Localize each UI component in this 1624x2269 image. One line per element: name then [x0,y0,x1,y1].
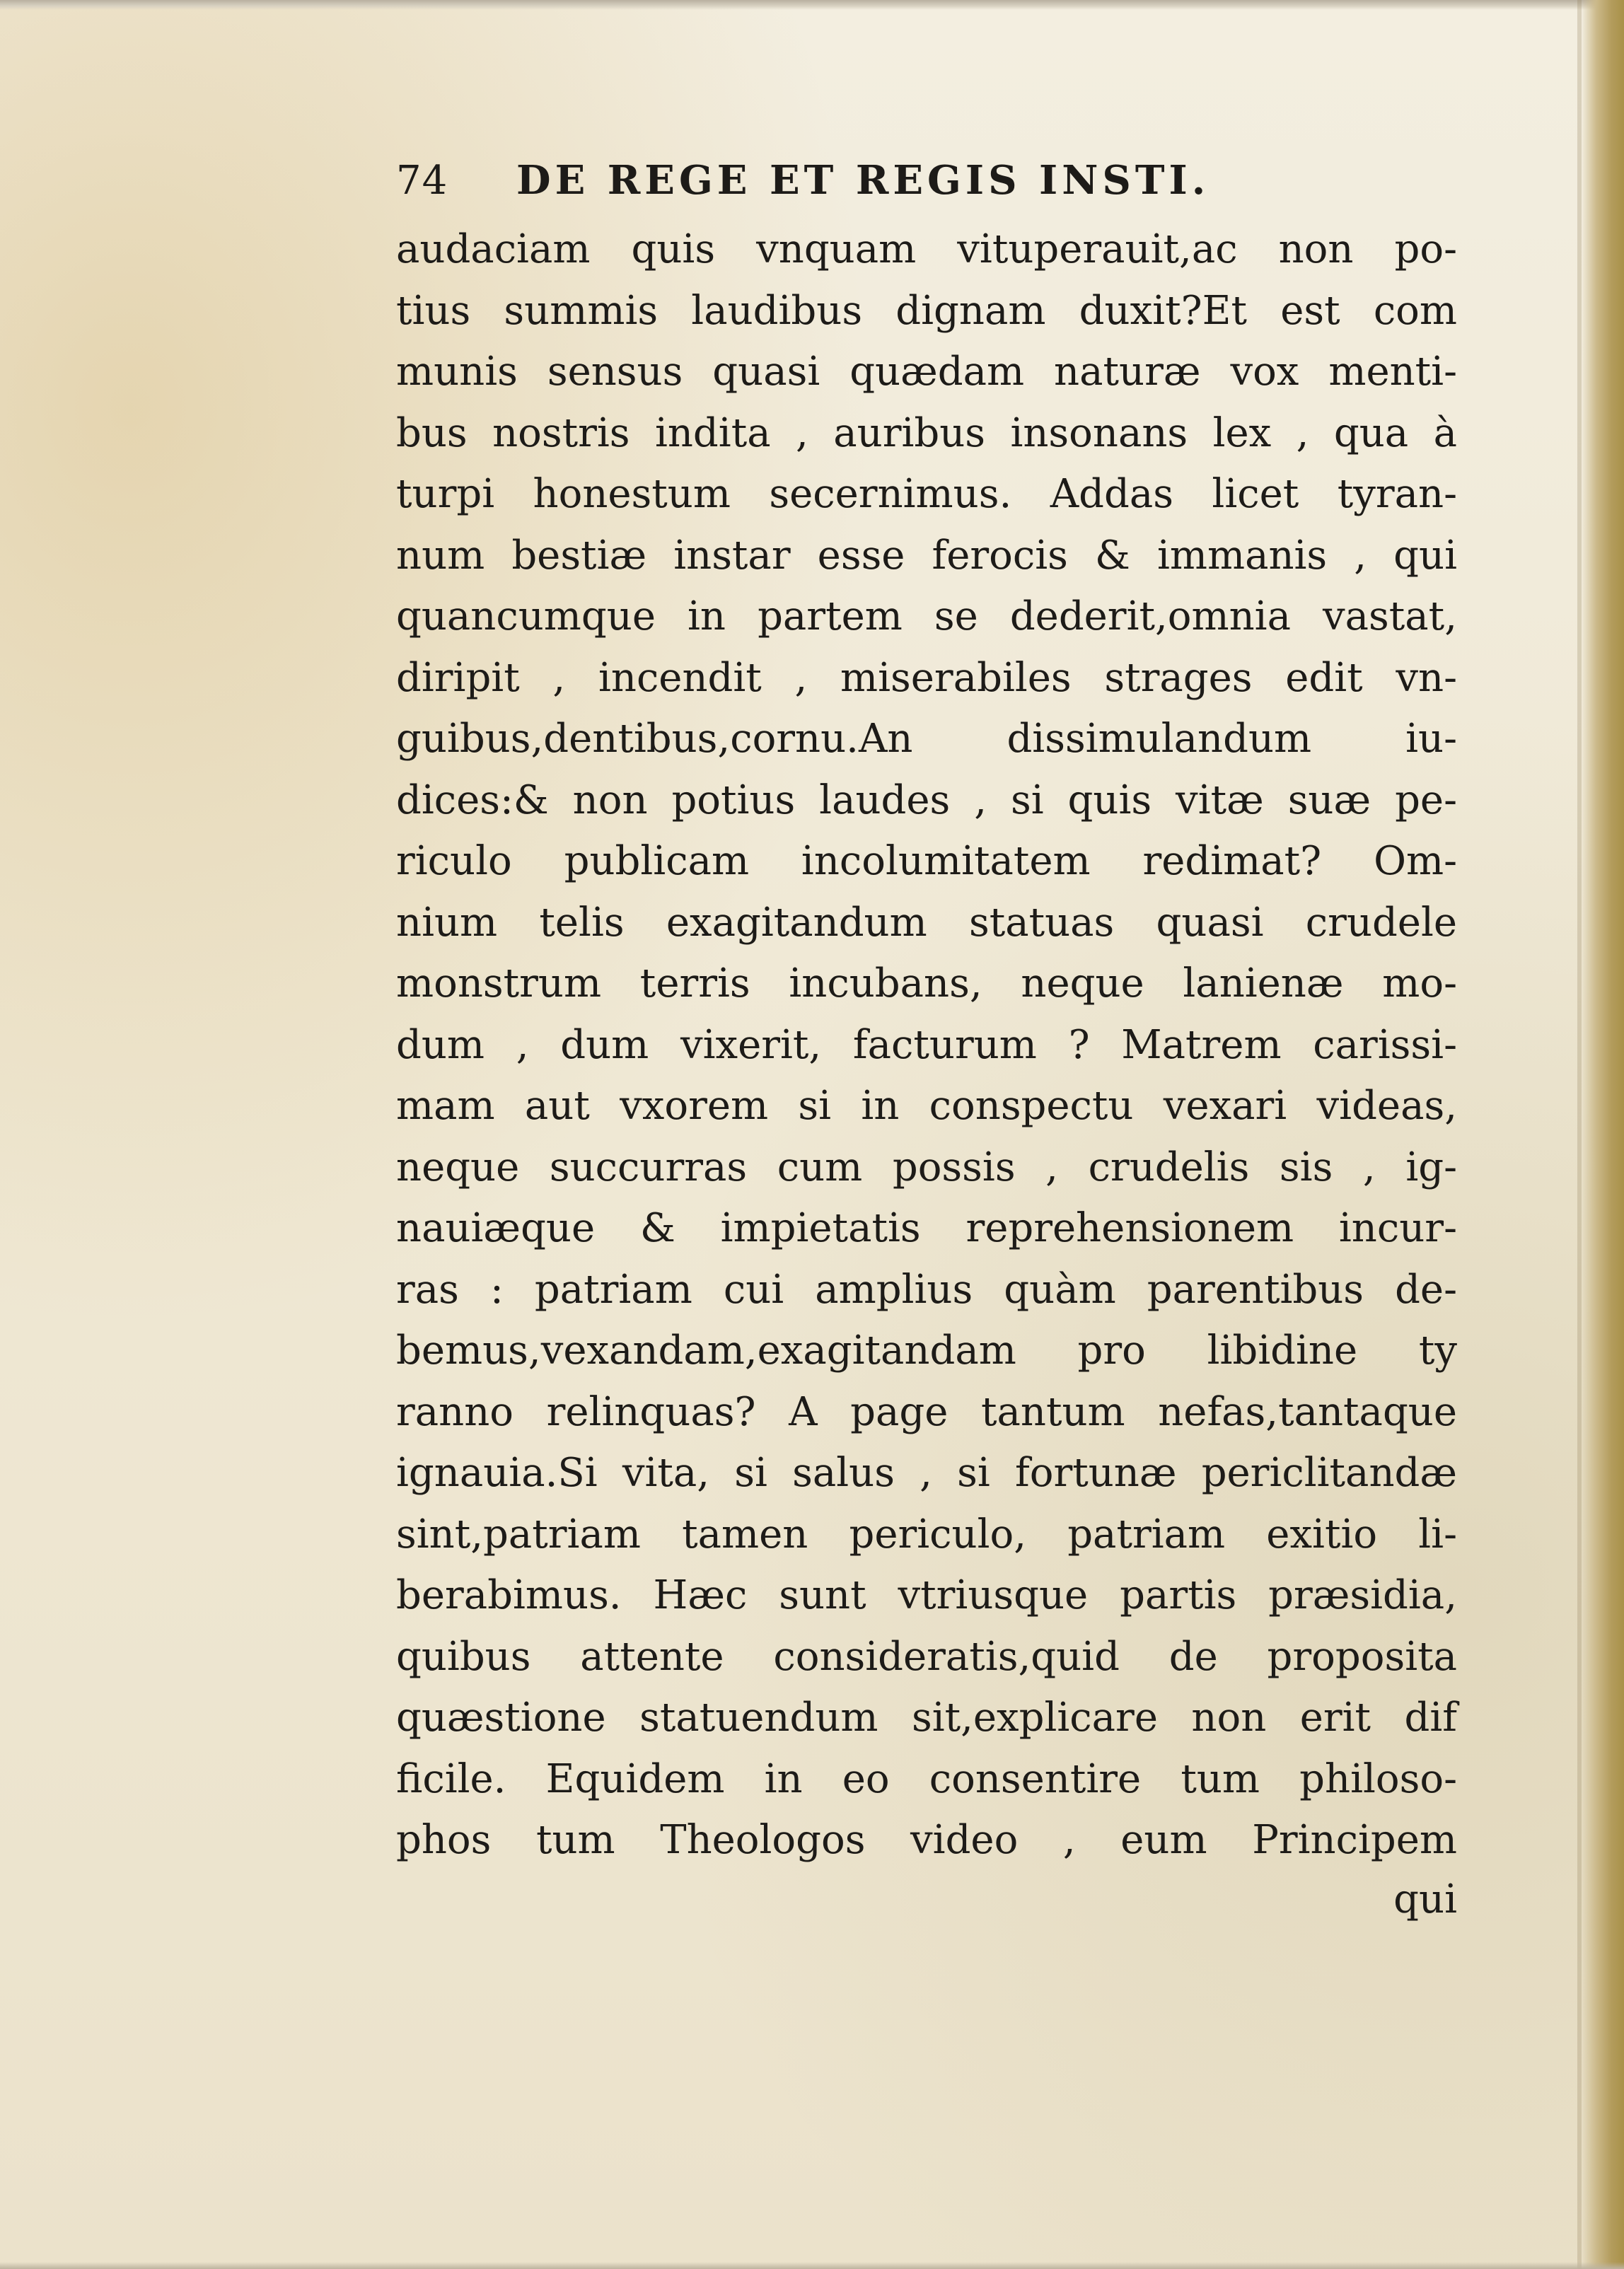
text-line: tius summis laudibus dignam duxit?Et est com [396,287,1457,334]
text-line: turpi honestum secernimus. Addas licet tyran- [396,471,1457,517]
text-line: dices:& non potius laudes , si quis vitæ suæ pe- [396,777,1457,823]
text-line: sint,patriam tamen periculo, patriam exitio li- [396,1511,1457,1557]
page-number: 74 [396,158,448,204]
text-line: phos tum Theologos video , eum Principem [396,1817,1457,1863]
catchword: qui [1393,1876,1457,1922]
text-line: audaciam quis vnquam vituperauit,ac non po- [396,226,1457,272]
text-line: monstrum terris incubans, neque lanienæ mo- [396,961,1457,1006]
text-line: ficile. Equidem in eo consentire tum philoso- [396,1756,1457,1802]
text-line: diripit , incendit , miserabiles strages edit vn- [396,654,1457,701]
running-head [396,141,1457,219]
text-line: quæstione statuendum sit,explicare non erit dif [396,1695,1457,1741]
text-line: berabimus. Hæc sunt vtriusque partis præsidia, [396,1572,1457,1618]
page-top-edge [0,0,1624,10]
text-line: nium telis exagitandum statuas quasi crudele [396,899,1457,946]
text-line: riculo publicam incolumitatem redimat? Om- [396,838,1457,884]
text-line: quibus attente consideratis,quid de proposita [396,1633,1457,1680]
text-line: bus nostris indita , auribus insonans lex , qua à [396,410,1457,456]
body-text [396,219,1457,1872]
text-line: munis sensus quasi quædam naturæ vox menti- [396,349,1457,395]
text-line: quancumque in partem se dederit,omnia vastat, [396,593,1457,639]
page-bottom-edge [0,2262,1624,2269]
text-line: neque succurras cum possis , crudelis sis , ig- [396,1144,1457,1190]
text-line: dum , dum vixerit, facturum ? Matrem carissi- [396,1021,1457,1068]
text-block [396,141,1457,1928]
running-title: DE REGE ET REGIS INSTI. [516,157,1210,204]
text-line: bemus,vexandam,exagitandam pro libidine ty [396,1328,1457,1374]
text-line: ignauia.Si vita, si salus , si fortunæ periclitandæ [396,1450,1457,1496]
text-line: nauiæque & impietatis reprehensionem incur- [396,1205,1457,1251]
page-right-edge [1582,0,1624,2269]
text-line: ranno relinquas? A page tantum nefas,tantaque [396,1388,1457,1435]
text-line: num bestiæ instar esse ferocis & immanis , qui [396,532,1457,579]
text-line: mam aut vxorem si in conspectu vexari videas, [396,1083,1457,1129]
text-line: guibus,dentibus,cornu.An dissimulandum iu- [396,716,1457,762]
text-line: ras : patriam cui amplius quàm parentibus de- [396,1266,1457,1313]
